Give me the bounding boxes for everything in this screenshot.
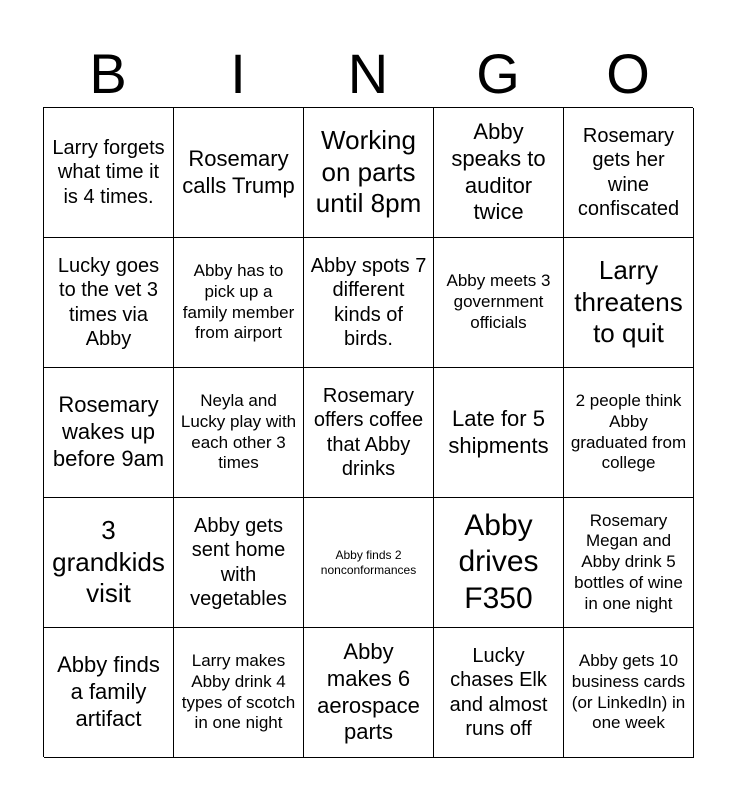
cell-text: Abby makes 6 aerospace parts [317,638,420,745]
cell-text: Larry makes Abby drink 4 types of scotch in one night [181,651,296,733]
bingo-cell[interactable] [174,628,304,758]
bingo-cell[interactable] [564,108,694,238]
bingo-cell[interactable] [174,368,304,498]
cell-text: Rosemary Megan and Abby drink 5 bottles of wine in one night [574,510,683,613]
bingo-cell[interactable] [44,368,174,498]
bingo-cell[interactable] [304,238,434,368]
bingo-cell[interactable] [564,498,694,628]
bingo-header [43,42,693,106]
bingo-cell[interactable] [44,238,174,368]
cell-text: Abby drives F350 [458,508,539,615]
bingo-cell[interactable] [304,498,434,628]
cell-text: Abby gets 10 business cards (or LinkedIn) in one week [571,651,686,733]
cell-text: Larry threatens to quit [574,254,683,349]
bingo-cell[interactable] [304,108,434,238]
header-letter-b: B [89,42,127,105]
bingo-cell[interactable] [44,628,174,758]
cell-text: Abby has to pick up a family member from airport [182,261,295,343]
bingo-cell[interactable] [434,628,564,758]
cell-text: Rosemary offers coffee that Abby drinks [313,384,424,480]
bingo-cell[interactable] [434,108,564,238]
bingo-cell[interactable] [564,368,694,498]
bingo-cell[interactable] [564,628,694,758]
cell-text: Neyla and Lucky play with each other 3 times [180,391,297,473]
bingo-cell[interactable] [434,498,564,628]
header-letter-i: I [230,42,246,105]
cell-text: Abby gets sent home with vegetables [190,514,287,610]
bingo-cell[interactable] [44,498,174,628]
bingo-cell[interactable] [304,368,434,498]
cell-text: 2 people think Abby graduated from college [570,391,687,473]
bingo-cell[interactable] [44,108,174,238]
cell-text: Larry forgets what time it is 4 times. [52,136,165,208]
cell-text: Late for 5 shipments [448,405,549,458]
cell-text: Working on parts until 8pm [315,124,422,219]
header-letter-o: O [606,42,650,105]
bingo-cell[interactable] [434,368,564,498]
cell-text: Rosemary calls Trump [182,145,295,198]
bingo-board [43,107,693,757]
cell-text: Lucky chases Elk and almost runs off [449,644,548,740]
header-letter-n: N [347,42,389,105]
cell-text: Abby spots 7 different kinds of birds. [310,254,427,350]
cell-text: Abby finds a family artifact [57,652,160,731]
cell-text: 3 grandkids visit [52,514,165,609]
bingo-cell[interactable] [434,238,564,368]
bingo-cell[interactable] [304,628,434,758]
cell-text: Abby finds 2 nonconformances [320,547,417,577]
cell-text: Abby meets 3 government officials [446,271,551,332]
bingo-cell[interactable] [174,498,304,628]
cell-text: Rosemary gets her wine confiscated [577,124,680,220]
bingo-cell[interactable] [174,108,304,238]
cell-text: Rosemary wakes up before 9am [52,392,165,471]
header-letter-g: G [476,42,520,105]
cell-text: Lucky goes to the vet 3 times via Abby [57,254,160,350]
bingo-cell[interactable] [174,238,304,368]
bingo-cell[interactable] [564,238,694,368]
cell-text: Abby speaks to auditor twice [451,118,546,225]
